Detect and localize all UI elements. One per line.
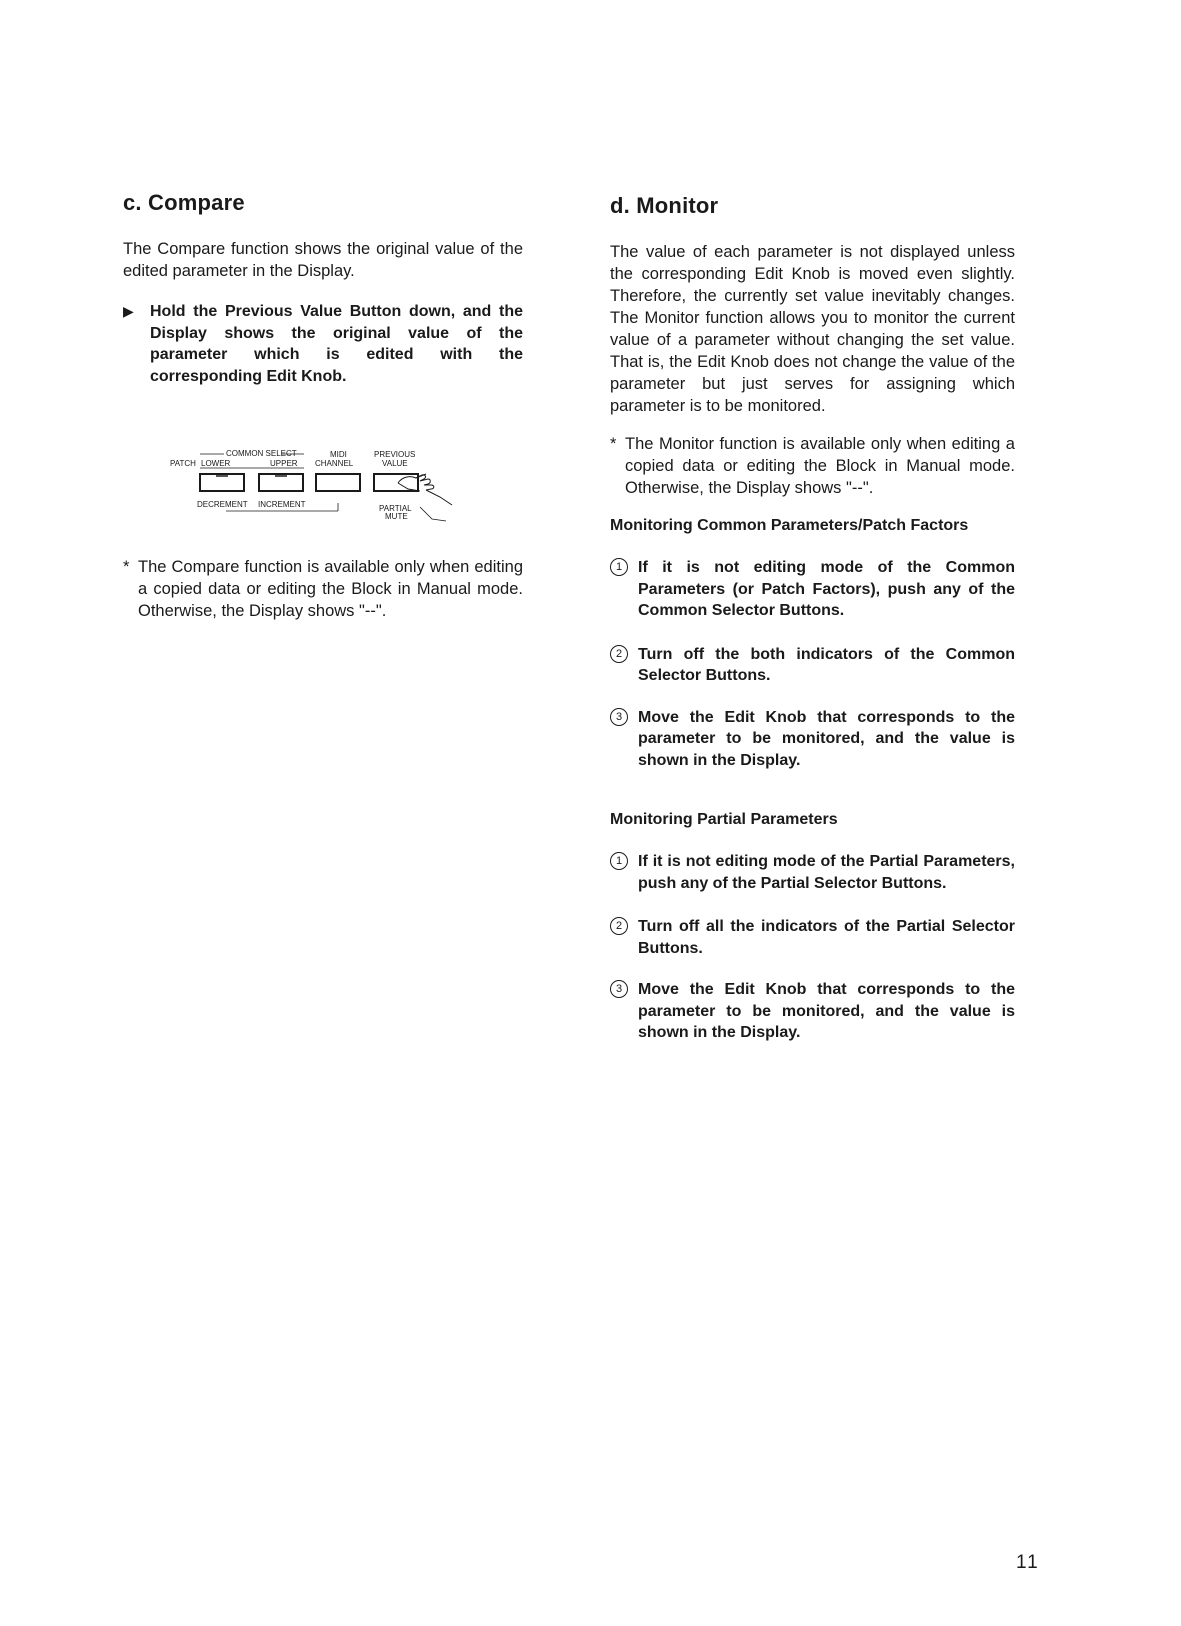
midi-channel-button: [316, 474, 360, 491]
monitor-partial-step-3: [610, 979, 1015, 1044]
label-previous: PREVIOUS: [374, 450, 416, 459]
monitor-section: [610, 193, 1015, 1044]
label-decrement: DECREMENT: [197, 500, 248, 509]
monitor-common-heading: Monitoring Common Parameters/Patch Factors: [610, 517, 969, 534]
step-text: If it is not editing mode of the Common Parameters (or Patch Factors), push any of the Common Selector Buttons.: [638, 559, 1015, 619]
asterisk: *: [610, 435, 617, 453]
monitor-note-text: The Monitor function is available only when editing a copied data or editing the Block in Manual mode. Otherwise, the Display shows "--".: [625, 435, 1015, 497]
step-text: Move the Edit Knob that corresponds to the parameter to be monitored, and the value is shown in the Display.: [638, 708, 1015, 769]
monitor-partial-step-2: [610, 916, 1015, 959]
label-common-select: COMMON SELECT: [226, 449, 297, 458]
label-increment: INCREMENT: [258, 500, 306, 509]
monitor-intro: The value of each parameter is not displayed unless the corresponding Edit Knob is moved even slightly. Therefore, the currently set value inevitably changes. The Monitor function allows you to monitor the current value of a parameter without changing the set value. That is, the Edit Knob does not change the value of the parameter but just serves for assigning which parameter is to be monitored.: [610, 243, 1015, 415]
compare-note-block: [123, 556, 523, 622]
page-number: 11: [1016, 1552, 1040, 1573]
circled-number: 2: [610, 645, 628, 663]
compare-instruction-text: Hold the Previous Value Button down, and the Display shows the original value of the parameter which is edited with the corresponding Edit Knob.: [150, 303, 523, 385]
step-text: Turn off the both indicators of the Common Selector Buttons.: [638, 645, 1015, 684]
circled-number: 1: [610, 852, 628, 870]
label-mute: MUTE: [385, 512, 408, 521]
label-midi: MIDI: [330, 450, 347, 459]
circled-number: 1: [610, 558, 628, 576]
monitor-note: [610, 433, 1015, 499]
hand-pointer-icon: [398, 474, 452, 505]
arrow-right-icon: ▶: [123, 303, 134, 319]
step-text: Move the Edit Knob that corresponds to the parameter to be monitored, and the value is shown in the Display.: [638, 981, 1015, 1041]
label-upper: UPPER: [270, 459, 298, 468]
asterisk: *: [123, 558, 130, 576]
compare-intro: The Compare function shows the original value of the edited parameter in the Display.: [123, 240, 523, 280]
step-text: If it is not editing mode of the Partial Parameters, push any of the Partial Selector Buttons.: [638, 853, 1015, 892]
circled-number: 3: [610, 980, 628, 998]
compare-section: [123, 190, 523, 387]
compare-note-text: The Compare function is available only when editing a copied data or editing the Block in Manual mode. Otherwise, the Display shows "--".: [138, 558, 523, 620]
compare-instruction: [123, 301, 523, 387]
label-value: VALUE: [382, 459, 408, 468]
compare-note: [123, 556, 523, 622]
circled-number: 3: [610, 708, 628, 726]
monitor-common-step-1: [610, 557, 1015, 622]
monitor-common-step-2: [610, 644, 1015, 687]
monitor-common-step-3: [610, 707, 1015, 772]
monitor-partial-step-1: [610, 851, 1015, 894]
monitor-heading: d. Monitor: [610, 193, 719, 218]
step-text: Turn off all the indicators of the Partial Selector Buttons.: [638, 918, 1015, 957]
circled-number: 2: [610, 917, 628, 935]
button-panel-diagram: [170, 445, 490, 545]
label-channel: CHANNEL: [315, 459, 354, 468]
monitor-partial-heading: Monitoring Partial Parameters: [610, 811, 838, 828]
compare-heading: c. Compare: [123, 190, 245, 215]
label-lower: LOWER: [201, 459, 231, 468]
label-partial: PARTIAL: [379, 504, 412, 513]
label-patch: PATCH: [170, 459, 196, 468]
